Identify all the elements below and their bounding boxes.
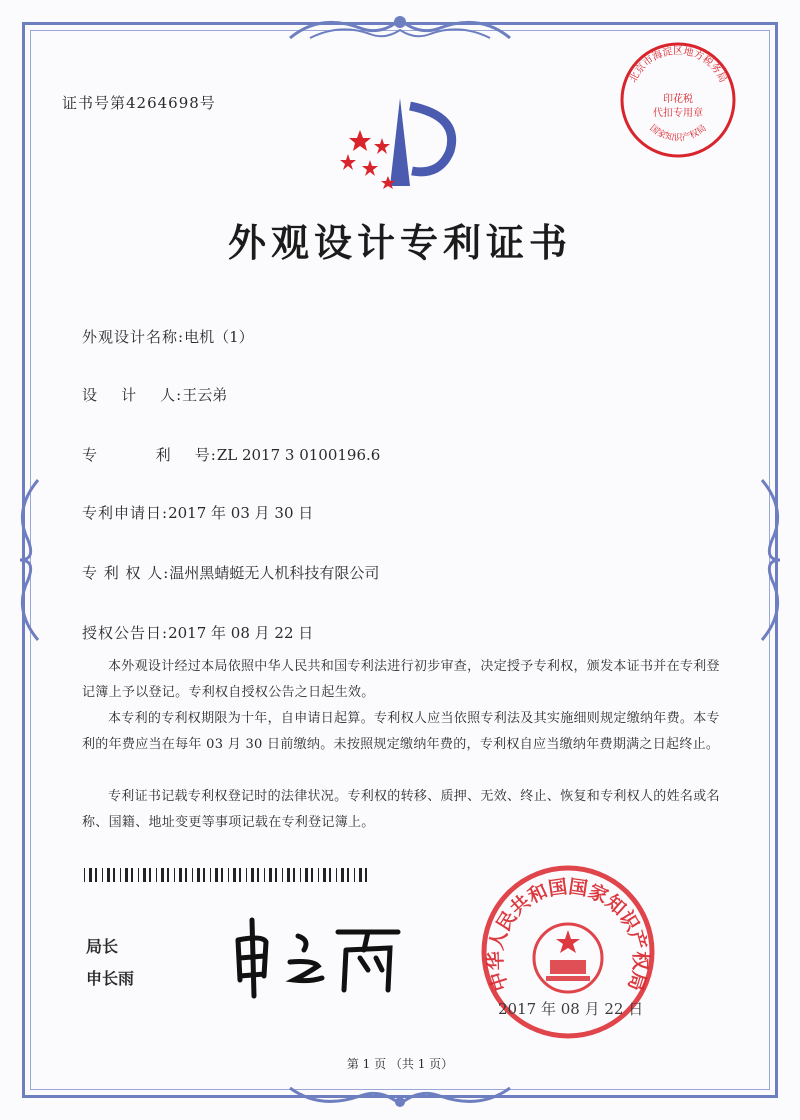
field-label: 设 计 人: bbox=[82, 386, 183, 404]
tax-stamp bbox=[618, 40, 738, 160]
field-label: 专 利 权 人: bbox=[82, 564, 170, 582]
field-value: 2017 年 03 月 30 日 bbox=[168, 504, 314, 522]
director-name: 申长雨 bbox=[86, 969, 135, 988]
field-design-name bbox=[82, 326, 254, 347]
certificate-number: 证书号第4264698号 bbox=[62, 94, 216, 112]
seal-ring-text: 中华人民共和国国家知识产权局 bbox=[484, 875, 652, 994]
field-patentee bbox=[82, 562, 379, 583]
field-value: ZL 2017 3 0100196.6 bbox=[216, 446, 381, 464]
tax-stamp-bottom-text: 国家知识产权局 bbox=[647, 123, 709, 144]
seal-date: 2017 年 08 月 22 日 bbox=[498, 1000, 644, 1018]
right-ornament bbox=[752, 470, 792, 650]
tax-stamp-line-2: 代扣专用章 bbox=[653, 108, 703, 119]
field-value: 电机（1） bbox=[184, 328, 254, 346]
field-label: 专 利 号: bbox=[82, 446, 217, 464]
director-signature bbox=[218, 910, 418, 1000]
top-ornament bbox=[280, 8, 520, 50]
tax-stamp-ring-text: 北京市海淀区地方税务局 bbox=[627, 46, 729, 85]
patent-office-logo bbox=[330, 96, 470, 196]
svg-text:国家知识产权局 bbox=[647, 123, 708, 144]
paragraph-grant-notice: 本外观设计经过本局依照中华人民共和国专利法进行初步审查，决定授予专利权，颁发本证书并在专利登记簿上予以登记。专利权自授权公告之日起生效。 bbox=[82, 659, 720, 700]
field-grant-date bbox=[82, 622, 313, 643]
field-designer bbox=[82, 384, 227, 405]
paragraph-term-notice: 本专利的专利权期限为十年，自申请日起算。专利权人应当依照专利法及其实施细则规定缴纳年费。本专利的年费应当在每年 03 月 30 日前缴纳。未按照规定缴纳年费的，专利权自应当缴纳年费期满之日起终止。 bbox=[82, 711, 720, 752]
field-patent-number bbox=[82, 444, 380, 465]
field-value: 2017 年 08 月 22 日 bbox=[168, 624, 314, 642]
svg-text:北京市海淀区地方税务局 bbox=[627, 44, 729, 84]
bottom-ornament bbox=[280, 1078, 520, 1114]
left-ornament bbox=[8, 470, 48, 650]
field-label: 授权公告日: bbox=[82, 624, 169, 642]
paragraph-legal-status: 专利证书记载专利权登记时的法律状况。专利权的转移、质押、无效、终止、恢复和专利权人的姓名或名称、国籍、地址变更等事项记载在专利登记簿上。 bbox=[82, 789, 720, 830]
tax-stamp-line-1: 印花税 bbox=[663, 94, 693, 105]
field-label: 外观设计名称: bbox=[82, 328, 185, 346]
certificate-title: 外观设计专利证书 bbox=[227, 220, 572, 265]
field-application-date bbox=[82, 502, 313, 523]
field-value: 温州黑蜻蜓无人机科技有限公司 bbox=[169, 564, 380, 582]
barcode bbox=[84, 868, 374, 882]
director-title: 局长 bbox=[86, 937, 119, 956]
page-number: 第 1 页 （共 1 页） bbox=[346, 1057, 454, 1071]
field-value: 王云弟 bbox=[182, 386, 228, 404]
field-label: 专利申请日: bbox=[82, 504, 169, 522]
